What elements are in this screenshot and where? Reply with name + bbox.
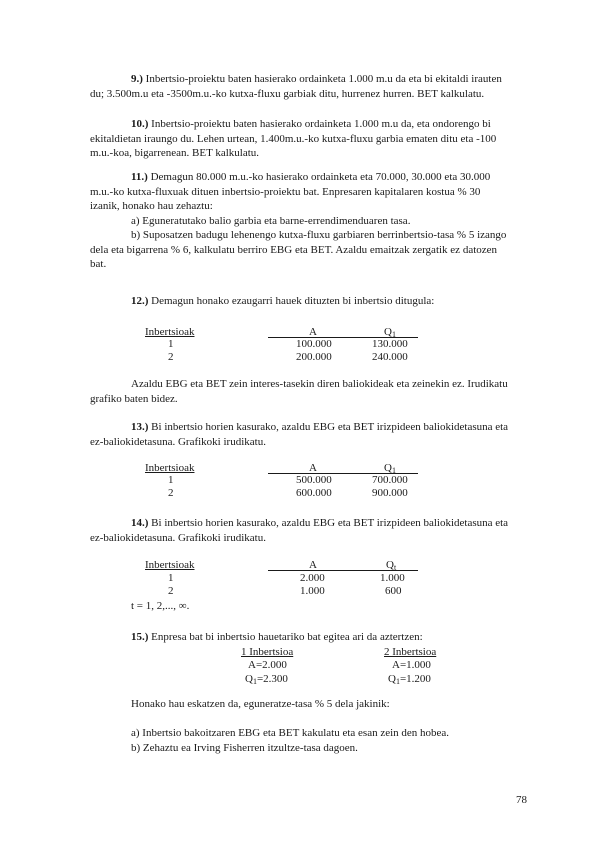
text-line: ekitaldietan iraungo du. Lehen urtean, 1.400m.u.-ko kutxa-fluxu garbia ematen ditu eta -100	[90, 132, 497, 145]
exercise-number: 12.)	[131, 295, 149, 307]
exercise-15-question	[90, 697, 545, 712]
table-cell: 100.000	[296, 338, 332, 350]
exercise-12-intro	[90, 294, 545, 309]
col-header-investment-1: 1 Inbertsioa	[241, 646, 294, 658]
sub-question-a: a) Eguneratutako balio garbia eta barne-errendimenduaren tasa.	[131, 214, 411, 227]
exercise-14	[90, 516, 545, 545]
exercise-number: 13.)	[131, 421, 149, 433]
table-cell: 1.000	[380, 572, 405, 584]
exercise-number: 11.)	[131, 171, 148, 183]
table-cell: 2	[168, 585, 174, 597]
exercise-number: 15.)	[131, 631, 149, 643]
table-cell: A=1.000	[392, 659, 431, 671]
table-cell: $Q_1=2.300$	[245, 673, 288, 686]
text-line: Bi inbertsio horien kasurako, azaldu EBG eta BET irizpideen baliokidetasuna eta	[151, 421, 509, 433]
sub-question-b: b) Zehaztu ea Irving Fisherren itzultze-tasa dagoen.	[131, 741, 358, 754]
table-cell: 600.000	[296, 487, 332, 499]
exercise-9	[90, 72, 545, 101]
text-line: Azaldu EBG eta BET zein interes-tasekin diren baliokideak eta zeinekin ez. Irudikatu	[131, 378, 508, 390]
text-line: grafiko baten bidez.	[90, 392, 178, 405]
exercise-number: 10.)	[131, 118, 149, 130]
table-cell: 500.000	[296, 474, 332, 486]
table-cell: 700.000	[372, 474, 408, 486]
investment-compare-15	[0, 646, 600, 686]
text-line: Inbertsio-proiektu baten hasierako ordainketa 1.000 m.u da, eta ondorengo bi	[151, 118, 491, 130]
text-line: ez-baliokidetasuna. Grafikoki irudikatu.	[90, 531, 266, 544]
table-cell: 240.000	[372, 351, 408, 363]
col-header-investments: Inbertsioak	[145, 462, 195, 474]
table-cell: 130.000	[372, 338, 408, 350]
time-range-note: t = 1, 2,..., ∞.	[131, 600, 190, 612]
col-header-a: A	[309, 462, 317, 474]
text-line: izanik, honako hau zehaztu:	[90, 200, 213, 212]
table-cell: 1	[168, 338, 174, 350]
col-header-q: $Q_1$	[384, 326, 396, 339]
table-cell: 1	[168, 572, 174, 584]
sub-question-a: a) Inbertsio bakoitzaren EBG eta BET kakulatu eta esan zein den hobea.	[131, 727, 450, 739]
col-header-a: A	[309, 326, 317, 338]
col-header-q: $Q_t$	[386, 559, 397, 572]
col-header-investments: Inbertsioak	[145, 559, 195, 571]
exercise-13	[90, 420, 545, 449]
exercise-15-intro	[90, 630, 545, 645]
col-header-a: A	[309, 559, 317, 571]
exercise-number: 14.)	[131, 517, 149, 529]
text-line: m.u.-koa, bigarrenean. BET kalkulatu.	[90, 147, 260, 159]
table-cell: 200.000	[296, 351, 332, 363]
text-line: dela eta bigarrena % 6, kalkulatu berriro EBG eta BET. Azaldu emaitzak zergatik ez datozen	[90, 243, 498, 256]
exercise-12-question	[90, 377, 545, 406]
table-cell: 1	[168, 474, 174, 486]
header-underline	[268, 570, 418, 571]
text-line: bat.	[90, 258, 107, 270]
text-line: m.u.-ko kutxa-fluxuak dituen inbertsio-proiektu bat. Enpresaren kapitalaren kostua % 30	[90, 185, 481, 198]
investment-table-13	[0, 462, 600, 502]
investment-table-12	[0, 326, 600, 366]
text-line: ez-baliokidetasuna. Grafikoki irudikatu.	[90, 435, 266, 448]
col-header-investment-2: 2 Inbertsioa	[384, 646, 437, 658]
table-cell: 1.000	[300, 585, 325, 597]
exercise-10	[90, 117, 545, 161]
exercise-11	[90, 170, 545, 272]
text-line: Demagun honako ezaugarri hauek dituzten bi inbertsio ditugula:	[151, 295, 435, 307]
table-cell: 2	[168, 351, 174, 363]
table-cell: 2	[168, 487, 174, 499]
table-cell: A=2.000	[248, 659, 287, 671]
investment-table-14	[0, 559, 600, 615]
col-header-q: $Q_1$	[384, 462, 396, 475]
table-cell: 2.000	[300, 572, 325, 584]
text-line: Inbertsio-proiektu baten hasierako ordainketa 1.000 m.u da eta bi ekitaldi irauten	[145, 73, 502, 85]
table-cell: 900.000	[372, 487, 408, 499]
text-line: Enpresa bat bi inbertsio hauetariko bat egitea ari da aztertzen:	[151, 631, 423, 643]
table-cell: $Q_1=1.200$	[388, 673, 431, 686]
text-line: Honako hau eskatzen da, eguneratze-tasa % 5 dela jakinik:	[131, 698, 390, 710]
col-header-investments: Inbertsioak	[145, 326, 195, 338]
text-line: Bi inbertsio horien kasurako, azaldu EBG eta BET irizpideen baliokidetasuna eta	[151, 517, 509, 529]
exercise-number: 9.)	[131, 73, 143, 85]
text-line: du; 3.500m.u eta -3500m.u.-ko kutxa-fluxu garbiak ditu, hurrenez hurren. BET kalkulatu.	[90, 87, 485, 100]
exercise-15-subquestions	[90, 726, 545, 755]
text-line: Demagun 80.000 m.u.-ko hasierako ordainketa eta 70.000, 30.000 eta 30.000	[150, 171, 491, 183]
sub-question-b: b) Suposatzen badugu lehenengo kutxa-fluxu garbiaren berrinbertsio-tasa % 5 izango	[131, 229, 507, 241]
page-number: 78	[516, 794, 527, 806]
table-cell: 600	[385, 585, 402, 597]
